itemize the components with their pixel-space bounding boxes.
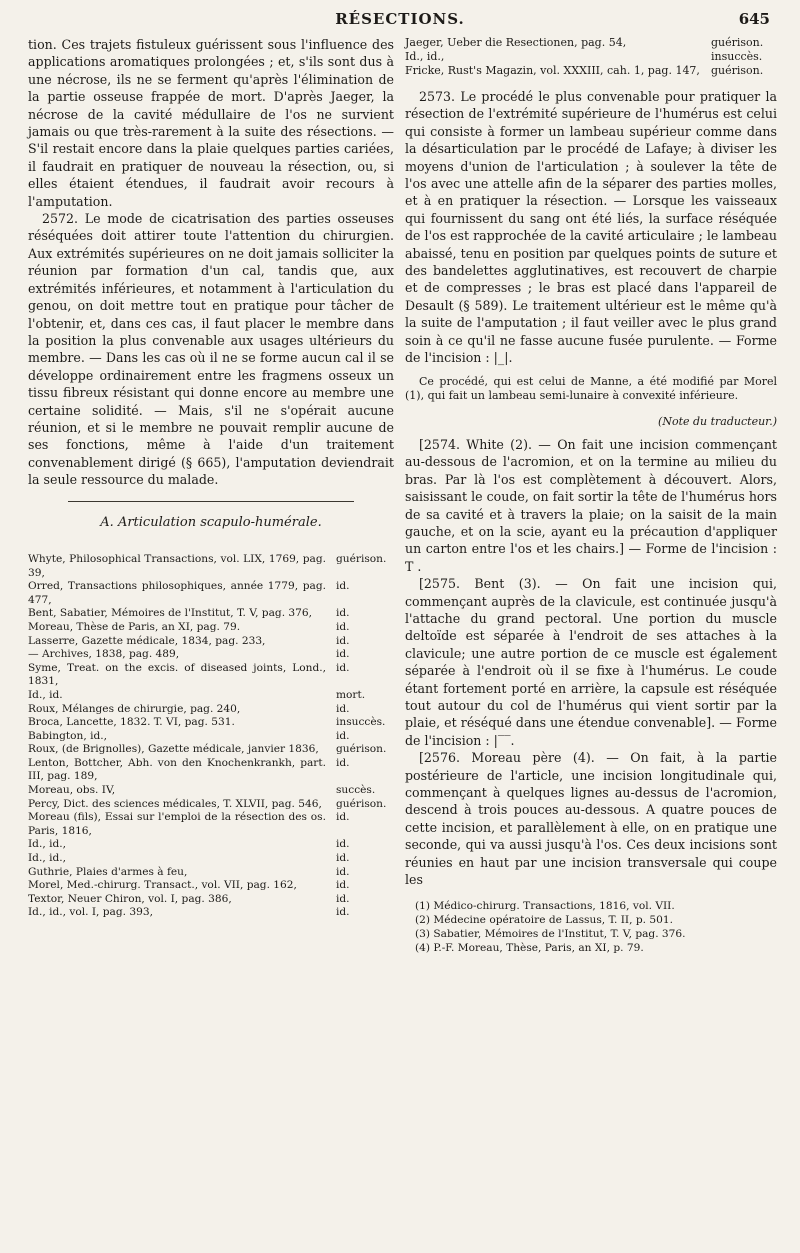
bibliography-reference: Babington, id., (28, 729, 107, 742)
translator-note-text: Ce procédé, qui est celui de Manne, a été modifié par Morel (1), qui fait un lambeau semi-lunaire à convexité inférieure. (405, 374, 777, 402)
bibliography-reference: Whyte, Philosophical Transactions, vol. LIX, 1769, pag. 39, (28, 552, 326, 579)
footnotes (405, 900, 777, 955)
bibliography-outcome: id. (336, 865, 350, 878)
bibliography-entry (405, 64, 777, 78)
bibliography-entry (28, 607, 394, 621)
bibliography-reference: Roux, Mélanges de chirurgie, pag. 240, (28, 702, 241, 715)
bibliography-entry (28, 730, 394, 744)
running-header (30, 10, 770, 32)
bibliography-outcome: guérison. (336, 797, 387, 810)
bibliography-entry (28, 757, 394, 784)
bibliography-reference: Textor, Neuer Chiron, vol. I, pag. 386, (28, 892, 232, 905)
bibliography-entry (28, 689, 394, 703)
bibliography-outcome: id. (336, 607, 350, 620)
bibliography-outcome: id. (336, 906, 350, 919)
bibliography-reference: Id., id., (28, 838, 66, 851)
paragraph-2574: [2574. White (2). — On fait une incision commençant au-dessous de l'acromion, et on la termine au milieu du bras. Par là l'os est complètement à découvert. Alors, saisissant le coude, on fait sortir la tête de l'humérus hors de sa cavité et à travers la plaie; on la saisit de la main gauche, et on la scie, ayant eu la précaution d'appliquer un carton entre l'os et les chairs.] — Forme de l'incision : T . (405, 436, 777, 574)
bibliography-entry (405, 50, 777, 64)
paragraph-continued: tion. Ces trajets fistuleux guérissent sous l'influence des applications aromatiques prolongées ; et, s'ils sont dus à une nécrose, ils ne se ferment qu'après l'élimination de la partie osseuse frappée de mort. D'après Jaeger, la nécrose de la cavité médullaire de l'os ne survient jamais ou que très-rarement à la suite des résections. — S'il restait encore dans la plaie quelques parties cariées, il faudrait en pratiquer de nouveau la résection, ou, si elles étaient étendues, il faudrait avoir recours à l'amputation. (28, 37, 394, 209)
bibliography-entry (28, 893, 394, 907)
bibliography-outcome: id. (336, 756, 350, 769)
bibliography-reference: Roux, (de Brignolles), Gazette médicale, janvier 1836, (28, 743, 319, 756)
bibliography-entry (28, 906, 394, 920)
bibliography-reference: Id., id. (28, 688, 63, 701)
bibliography-outcome: guérison. (336, 743, 387, 756)
bibliography-reference: Moreau, Thèse de Paris, an XI, pag. 79. (28, 620, 241, 633)
bibliography-entry (28, 621, 394, 635)
bibliography-entry (28, 798, 394, 812)
bibliography-entry (28, 716, 394, 730)
page-title: RÉSECTIONS. (335, 10, 465, 28)
bibliography-entry (28, 580, 394, 607)
bibliography-reference: Bent, Sabatier, Mémoires de l'Institut, T. V, pag. 376, (28, 607, 313, 620)
bibliography-reference: Morel, Med.-chirurg. Transact., vol. VII, pag. 162, (28, 879, 297, 892)
bibliography-outcome: id. (336, 879, 350, 892)
bibliography-outcome: insuccès. (711, 50, 763, 63)
bibliography-reference: — Archives, 1838, pag. 489, (28, 648, 180, 661)
bibliography-entry (28, 866, 394, 880)
bibliography-outcome: insuccès. (336, 716, 386, 729)
bibliography-outcome: id. (336, 634, 350, 647)
left-column (28, 36, 394, 920)
bibliography-outcome: id. (336, 661, 350, 674)
paragraph-2573: 2573. Le procédé le plus convenable pour pratiquer la résection de l'extrémité supérieure de l'humérus est celui qui consiste à former un lambeau supérieur comme dans la désarticulation par le procédé de Lafaye; à diviser les moyens d'union de l'articulation ; à soulever la tête de l'os avec une attelle afin de la séparer des parties molles, et à en pratiquer la résection. — Lorsque les vaisseaux qui fournissent du sang ont été liés, la surface réséquée de l'os est rapprochée de la cavité articulaire ; le lambeau abaissé, tenu en position par quelques points de suture et des bandelettes agglutinatives, est recouvert de charpie et de compresses ; le bras est placé dans l'appareil de Desault (§ 589). Le traitement ultérieur est le même qu'à la suite de l'amputation ; il faut veiller avec le plus grand soin à ce qu'il ne fasse aucune fusée purulente. — Forme de l'incision : |_|. (405, 89, 777, 366)
bibliography-entry (28, 648, 394, 662)
bibliography-outcome: mort. (336, 688, 366, 701)
footnote: (4) P.-F. Moreau, Thèse, Paris, an XI, p. 79. (415, 941, 644, 954)
bibliography-reference: Id., id., (405, 50, 445, 63)
bibliography-entry (28, 811, 394, 838)
bibliography-reference: Id., id., (28, 852, 66, 865)
bibliography-outcome: id. (336, 648, 350, 661)
bibliography-entry (28, 703, 394, 717)
bibliography-reference: Broca, Lancette, 1832. T. VI, pag. 531. (28, 716, 235, 729)
bibliography-reference: Syme, Treat. on the excis. of diseased joints, Lond., 1831, (28, 661, 326, 688)
right-column (405, 36, 777, 956)
bibliography-entry (28, 879, 394, 893)
bibliography-reference: Lasserre, Gazette médicale, 1834, pag. 233, (28, 634, 266, 647)
bibliography-entry (28, 662, 394, 689)
footnote: (2) Médecine opératoire de Lassus, T. II, p. 501. (415, 914, 673, 927)
footnote: (1) Médico-chirurg. Transactions, 1816, vol. VII. (415, 900, 675, 913)
bibliography-outcome: id. (336, 838, 350, 851)
section-heading: A. Articulation scapulo-humérale. (100, 514, 322, 530)
bibliography-entry (28, 743, 394, 757)
bibliography-reference: Jaeger, Ueber die Resectionen, pag. 54, (405, 36, 627, 49)
bibliography-reference: Moreau, obs. IV, (28, 784, 116, 797)
bibliography-continued (405, 36, 777, 78)
bibliography-reference: Lenton, Bottcher, Abh. von den Knochenkrankh, part. III, pag. 189, (28, 756, 326, 783)
bibliography-entry (405, 36, 777, 50)
paragraph-2572: 2572. Le mode de cicatrisation des parties osseuses réséquées doit attirer toute l'attention du chirurgien. Aux extrémités supérieures on ne doit jamais solliciter la réunion par formation d'un cal, tandis que, aux extrémités inférieures, et notamment à l'articulation du genou, on doit mettre tout en pratique pour tâcher de l'obtenir, et, dans ces cas, il faut placer le membre dans la position la plus convenable aux usages ultérieurs du membre. — Dans les cas où il ne se forme aucun cal il se développe ordinairement entre les fragmens osseux un tissu fibreux résistant qui donne encore au membre une certaine solidité. — Mais, s'il ne s'opérait aucune réunion, et si le membre ne pouvait remplir aucune de ses fonctions, même à l'aide d'un traitement convenablement dirigé (§ 665), l'amputation deviendrait la seule ressource du malade. (28, 211, 394, 488)
bibliography-reference: Orred, Transactions philosophiques, année 1779, pag. 477, (28, 580, 326, 606)
bibliography-outcome: id. (336, 892, 350, 905)
bibliography-entry (28, 784, 394, 798)
paragraph-2575: [2575. Bent (3). — On fait une incision qui, commençant auprès de la clavicule, est continuée jusqu'à l'attache du grand pectoral. Une portion du muscle deltoïde est séparée à l'endroit de ses attaches à la clavicule; une autre portion de ce muscle est également séparée à l'endroit où il se fixe à l'humérus. Le coude étant fortement porté en arrière, la capsule est réséquée tout autour du col de l'humérus qui vient sortir par la plaie, et réséqué dans une étendue convenable]. — Forme de l'incision : |‾‾. (405, 576, 777, 748)
bibliography-list (28, 553, 394, 920)
bibliography-outcome: guérison. (711, 36, 764, 49)
bibliography-entry (28, 553, 394, 580)
bibliography-reference: Percy, Dict. des sciences médicales, T. XLVII, pag. 546, (28, 797, 322, 810)
bibliography-outcome: id. (336, 702, 350, 715)
translator-note-signature: (Note du traducteur.) (658, 414, 777, 428)
translator-note (405, 375, 777, 403)
bibliography-outcome: id. (336, 620, 350, 633)
bibliography-entry (28, 852, 394, 866)
bibliography-outcome: guérison. (711, 64, 764, 77)
bibliography-reference: Id., id., vol. I, pag. 393, (28, 906, 153, 919)
bibliography-reference: Moreau (fils), Essai sur l'emploi de la résection des os. Paris, 1816, (28, 811, 326, 837)
bibliography-reference: Fricke, Rust's Magazin, vol. XXXIII, cah. 1, pag. 147, (405, 64, 700, 77)
bibliography-outcome: id. (336, 811, 350, 824)
page-number: 645 (738, 10, 770, 28)
bibliography-outcome: guérison. (336, 552, 387, 565)
section-rule (68, 501, 354, 502)
paragraph-2576: [2576. Moreau père (4). — On fait, à la partie postérieure de l'article, une incision longitudinale qui, commençant à quelques lignes au-dessus de l'acromion, descend à trois pouces au-dessous. A quatre pouces de cette incision, et parallèlement à elle, on en pratique une seconde, qui va aussi jusqu'à l'os. Ces deux incisions sont réunies en haut par une incision transversale qui coupe les (405, 750, 777, 888)
bibliography-entry (28, 635, 394, 649)
bibliography-outcome: id. (336, 729, 350, 742)
footnote: (3) Sabatier, Mémoires de l'Institut, T. V, pag. 376. (415, 928, 686, 941)
bibliography-outcome: succès. (336, 784, 376, 797)
bibliography-entry (28, 838, 394, 852)
bibliography-outcome: id. (336, 580, 350, 593)
bibliography-outcome: id. (336, 852, 350, 865)
bibliography-reference: Guthrie, Plaies d'armes à feu, (28, 865, 188, 878)
